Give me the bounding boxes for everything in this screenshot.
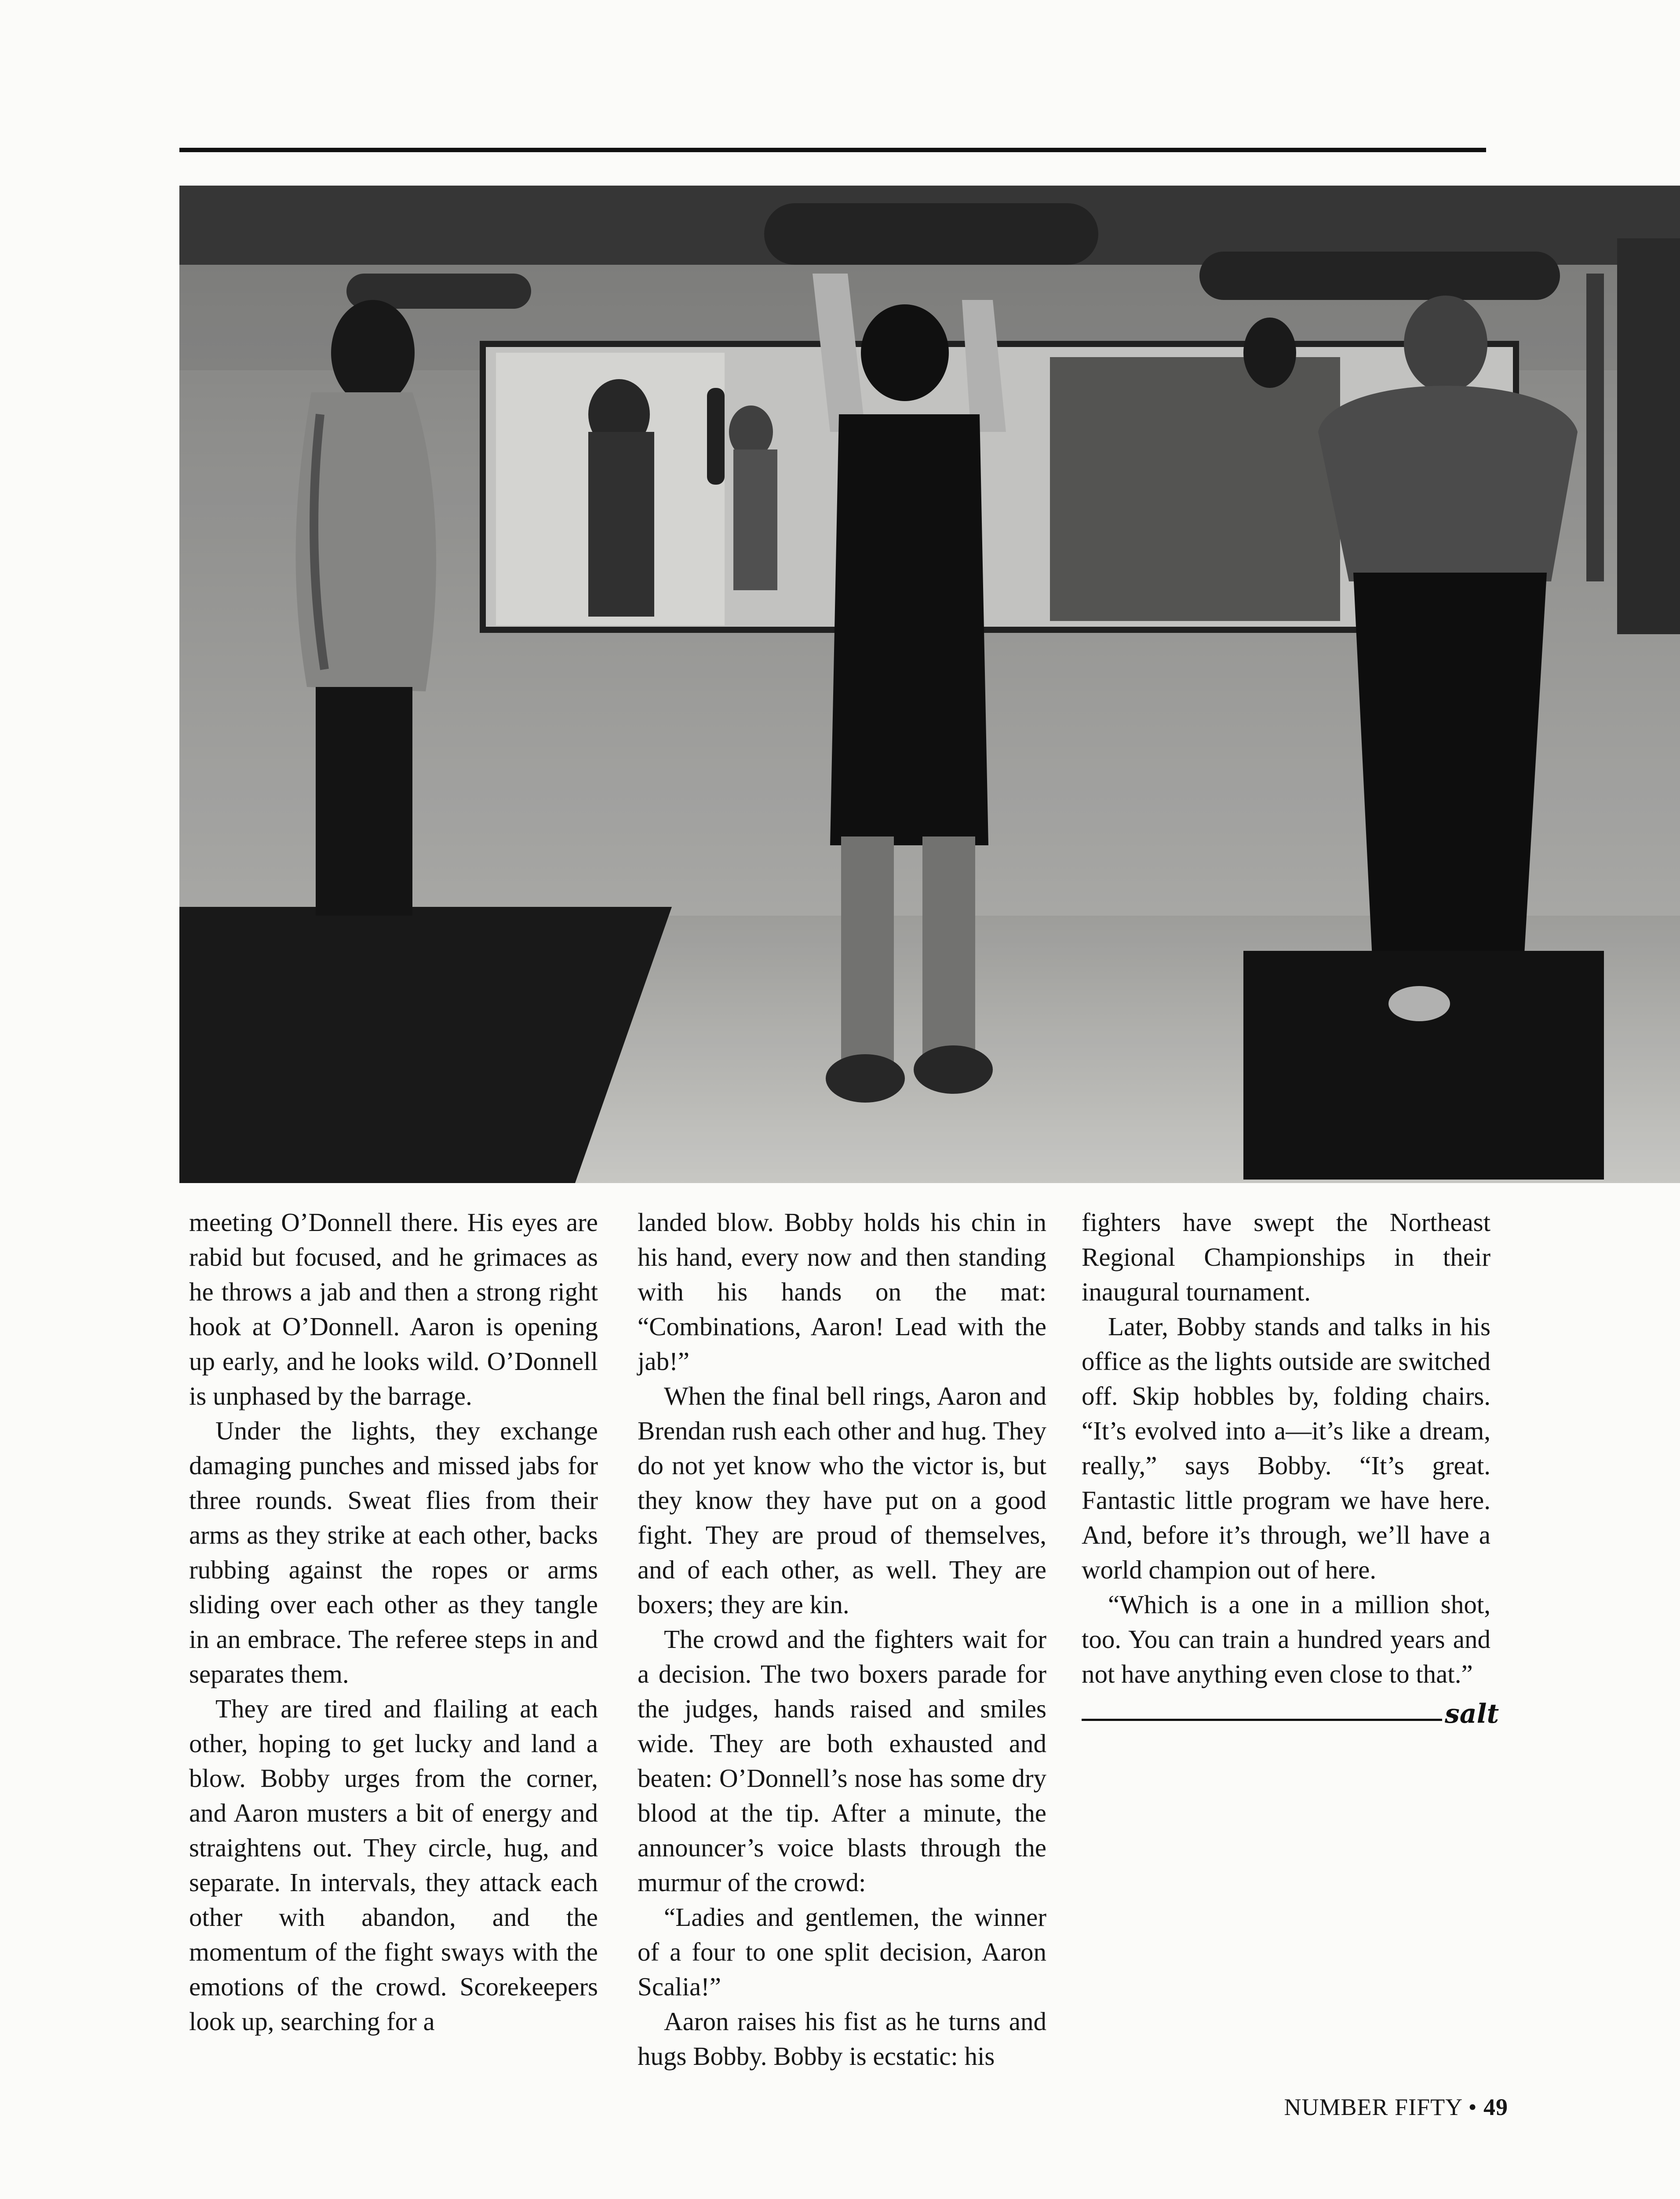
- end-rule: [1082, 1719, 1442, 1721]
- paragraph: The crowd and the fighters wait for a decision. The two boxers parade for the judges, hands raised and smiles wide. They are both exhausted and beaten: O’Donnell’s nose has some dry blood at the tip. After a minute, the announcer’s voice blasts through the murmur of the crowd:: [638, 1625, 1046, 1897]
- paragraph: They are tired and flailing at each other, hoping to get lucky and land a blow. Bobby urges from the corner, and Aaron musters a bit of energy and straightens out. They circle, hug, and separate. In intervals, they attack each other with abandon, and the momentum of the fight sways with the emotions of the crowd. Scorekeepers look up, searching for a: [189, 1694, 598, 2036]
- end-mark: [1082, 1699, 1499, 1729]
- paragraph: Under the lights, they exchange damaging punches and missed jabs for three rounds. Sweat flies from their arms as they strike at each other, backs rubbing against the ropes or arms sliding over each other as they tangle in an embrace. The referee steps in and separates them.: [189, 1416, 598, 1688]
- issue-label: NUMBER FIFTY •: [1284, 2094, 1477, 2120]
- page-footer: [1271, 2093, 1508, 2121]
- paragraph: “Ladies and gentlemen, the winner of a four to one split decision, Aaron Scalia!”: [638, 1903, 1046, 2001]
- page-number: 49: [1483, 2094, 1508, 2120]
- article-column-2: [638, 1205, 1046, 2074]
- paragraph: fighters have swept the Northeast Regional Championships in their inaugural tournament.: [1082, 1208, 1490, 1306]
- article-body: [189, 1205, 1499, 2085]
- top-rule: [179, 148, 1486, 152]
- paragraph: Aaron raises his fist as he turns and hugs Bobby. Bobby is ecstatic: his: [638, 2007, 1046, 2071]
- end-signature: salt: [1445, 1699, 1499, 1729]
- paragraph: When the final bell rings, Aaron and Brendan rush each other and hug. They do not yet know who the victor is, but they know they have put on a good fight. They are proud of themselves, and of each other, as well. They are boxers; they are kin.: [638, 1381, 1046, 1619]
- paragraph: Later, Bobby stands and talks in his office as the lights outside are switched off. Skip hobbles by, folding chairs. “It’s evolved into a—it’s like a dream, really,” says Bobby. “It’s great. Fantastic little program we have here. And, before it’s through, we’ll have a world champion out of here.: [1082, 1312, 1490, 1584]
- boxing-gym-photo: [179, 186, 1680, 1183]
- article-column-3: [1082, 1205, 1499, 1729]
- paragraph: “Which is a one in a million shot, too. You can train a hundred years and not have anything even close to that.”: [1082, 1590, 1490, 1688]
- paragraph: landed blow. Bobby holds his chin in his hand, every now and then standing with his hands on the mat: “Combinations, Aaron! Lead with the jab!”: [638, 1208, 1046, 1376]
- article-column-1: [189, 1205, 598, 2039]
- paragraph: meeting O’Donnell there. His eyes are rabid but focused, and he grimaces as he throws a jab and then a strong right hook at O’Donnell. Aaron is opening up early, and he looks wild. O’Donnell is unphased by the barrage.: [189, 1208, 598, 1410]
